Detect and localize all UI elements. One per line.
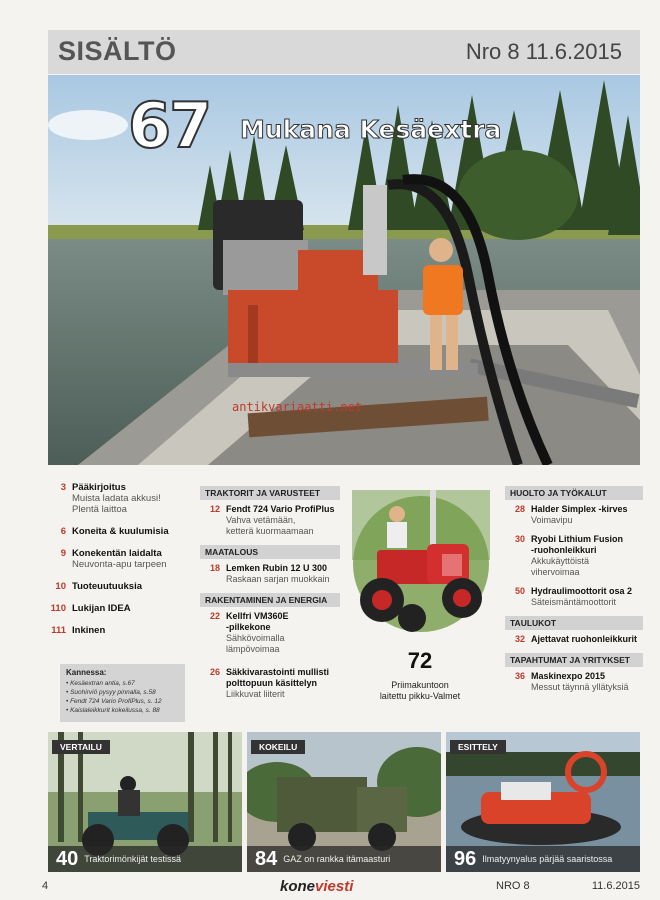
footer-date: 11.6.2015	[591, 880, 640, 892]
center-page-number: 72	[407, 648, 433, 673]
toc-item[interactable]	[48, 526, 198, 537]
toc-page-number: 111	[51, 625, 66, 636]
toc-page-number: 12	[209, 504, 220, 514]
tile-caption	[48, 846, 242, 872]
watermark: antikvariaatti.net	[232, 400, 363, 414]
toc-title: Kellfri VM360E	[226, 611, 289, 621]
toc-subtitle: Sähkövoimalla	[226, 633, 285, 643]
toc-title: -pilkekone	[226, 622, 271, 632]
hero-title: Mukana Kesäextra	[240, 115, 502, 144]
toc-page-number: 3	[60, 482, 66, 493]
toc-item[interactable]	[48, 603, 198, 614]
toc-subtitle: Vahva vetämään,	[226, 515, 296, 525]
tile-label: KOKEILU	[251, 740, 305, 754]
toc-column-4	[505, 486, 643, 701]
toc-page-number: 9	[60, 548, 66, 559]
toc-page-number: 22	[209, 611, 220, 621]
toc-item[interactable]	[505, 586, 643, 608]
tile-label: ESITTELY	[450, 740, 506, 754]
toc-subtitle: lämpövoimaa	[226, 644, 280, 654]
toc-title: Inkinen	[72, 625, 106, 636]
toc-title: Pääkirjoitus	[72, 482, 126, 493]
tile-caption	[247, 846, 441, 872]
toc-title: Lukijan IDEA	[72, 603, 131, 614]
toc-page-number: 6	[60, 526, 66, 537]
feature-tiles	[48, 732, 640, 872]
toc-subtitle: Liikkuvat liiterit	[226, 689, 285, 699]
cover-line: • Fendt 724 Vario ProfiPlus, s. 12	[66, 698, 162, 705]
toc-page-number: 18	[209, 563, 220, 573]
hero-photo	[48, 75, 640, 465]
toc-title: Ryobi Lithium Fusion	[531, 534, 623, 544]
footer	[42, 878, 640, 896]
toc-title: Säkkivarastointi mullisti	[226, 667, 330, 677]
tile-caption	[446, 846, 640, 872]
toc-title: -ruohonleikkuri	[531, 545, 597, 555]
section-heading: RAKENTAMINEN JA ENERGIA	[200, 593, 340, 607]
toc-item[interactable]	[505, 634, 643, 645]
section-heading: HUOLTO JA TYÖKALUT	[505, 486, 643, 500]
tile-label: VERTAILU	[52, 740, 110, 754]
section-heading: TAULUKOT	[505, 616, 643, 630]
header-bar	[48, 30, 640, 74]
toc-item[interactable]	[200, 504, 340, 537]
toc-title: Ajettavat ruohonleikkurit	[531, 634, 638, 644]
toc-page-number: 10	[55, 581, 66, 592]
toc-item[interactable]	[505, 671, 643, 693]
issue-info: Nro 8 11.6.2015	[465, 39, 622, 64]
hero-page-number: 67	[128, 89, 211, 162]
toc-title: Konekentän laidalta	[72, 548, 162, 559]
toc-title: Maskinexpo 2015	[531, 671, 606, 681]
tractor-photo	[352, 490, 490, 638]
center-caption: Priimakuntoon	[391, 680, 449, 690]
tile-vertailu[interactable]	[48, 732, 242, 872]
footer-issue: NRO 8	[496, 880, 530, 892]
center-caption: laitettu pikku-Valmet	[379, 691, 461, 701]
toc-page-number: 26	[209, 667, 220, 677]
toc-page-number: 28	[514, 504, 525, 514]
toc-item[interactable]	[48, 482, 198, 515]
section-heading: MAATALOUS	[200, 545, 340, 559]
toc-item[interactable]	[200, 611, 340, 655]
tile-caption-text: Ilmatyynyalus pärjää saaristossa	[482, 854, 613, 864]
toc-item[interactable]	[48, 625, 198, 636]
toc-title: polttopuun käsittelyn	[226, 678, 317, 688]
tile-page-number: 40	[56, 847, 79, 870]
toc-item[interactable]	[505, 534, 643, 578]
toc-title: Koneita & kuulumisia	[72, 526, 169, 537]
toc-title: Hydraulimoottorit osa 2	[531, 586, 633, 596]
toc-subtitle: Voimavipu	[531, 515, 573, 525]
toc-page-number: 32	[514, 634, 525, 644]
toc-subtitle: Plentä laittoa	[72, 504, 127, 515]
toc-title: Tuoteuutuuksia	[72, 581, 143, 592]
cover-line: • Suohirviö pysyy pinnalla, s.58	[66, 689, 156, 696]
toc-page-number: 30	[514, 534, 525, 544]
center-feature[interactable]	[340, 648, 500, 702]
tile-esittely[interactable]	[446, 732, 640, 872]
toc-subtitle: Messut täynnä yllätyksiä	[531, 682, 629, 692]
logo-part: kone	[280, 878, 316, 895]
toc-title: Lemken Rubin 12 U 300	[226, 563, 328, 573]
section-heading: TAPAHTUMAT JA YRITYKSET	[505, 653, 643, 667]
cover-box-heading: Kannessa:	[66, 668, 107, 677]
tile-caption-text: GAZ on rankka itämaasturi	[283, 854, 391, 864]
toc-page-number: 50	[514, 586, 525, 596]
toc-item[interactable]	[48, 548, 198, 570]
section-heading: TRAKTORIT JA VARUSTEET	[200, 486, 340, 500]
tile-page-number: 96	[454, 847, 477, 870]
toc-page-number: 110	[50, 603, 66, 614]
tile-page-number: 84	[255, 847, 278, 870]
toc-subtitle: Neuvonta-apu tarpeen	[72, 559, 167, 570]
toc-item[interactable]	[200, 563, 340, 585]
toc-page-number: 36	[514, 671, 525, 681]
tile-caption-text: Traktorimönkijät testissä	[84, 854, 181, 864]
logo-part: viesti	[315, 878, 354, 895]
footer-page-number: 4	[42, 880, 49, 892]
cover-line: • Kesäextran antia, s.67	[66, 680, 135, 687]
toc-title: Fendt 724 Vario ProfiPlus	[226, 504, 335, 514]
toc-subtitle: Raskaan sarjan muokkain	[226, 574, 330, 584]
toc-subtitle: Säteismäntämoottorit	[531, 597, 617, 607]
tile-kokeilu[interactable]	[247, 732, 441, 872]
cover-box	[60, 664, 185, 722]
page-title: SISÄLTÖ	[58, 36, 177, 66]
toc-subtitle: ketterä kuormaamaan	[226, 526, 314, 536]
toc-subtitle: vihervoimaa	[531, 567, 580, 577]
toc-column-1	[48, 482, 198, 647]
toc-subtitle: Akkukäyttöistä	[531, 556, 590, 566]
toc-item[interactable]	[200, 667, 340, 700]
toc-item[interactable]	[48, 581, 198, 592]
cover-line: • Kaislaleikkurit kokeilussa, s. 88	[66, 707, 160, 714]
toc-item[interactable]	[505, 504, 643, 526]
toc-subtitle: Muista ladata akkusi!	[72, 493, 161, 504]
toc-title: Halder Simplex -kirves	[531, 504, 628, 514]
toc-column-2	[200, 486, 340, 708]
magazine-logo	[280, 878, 353, 895]
